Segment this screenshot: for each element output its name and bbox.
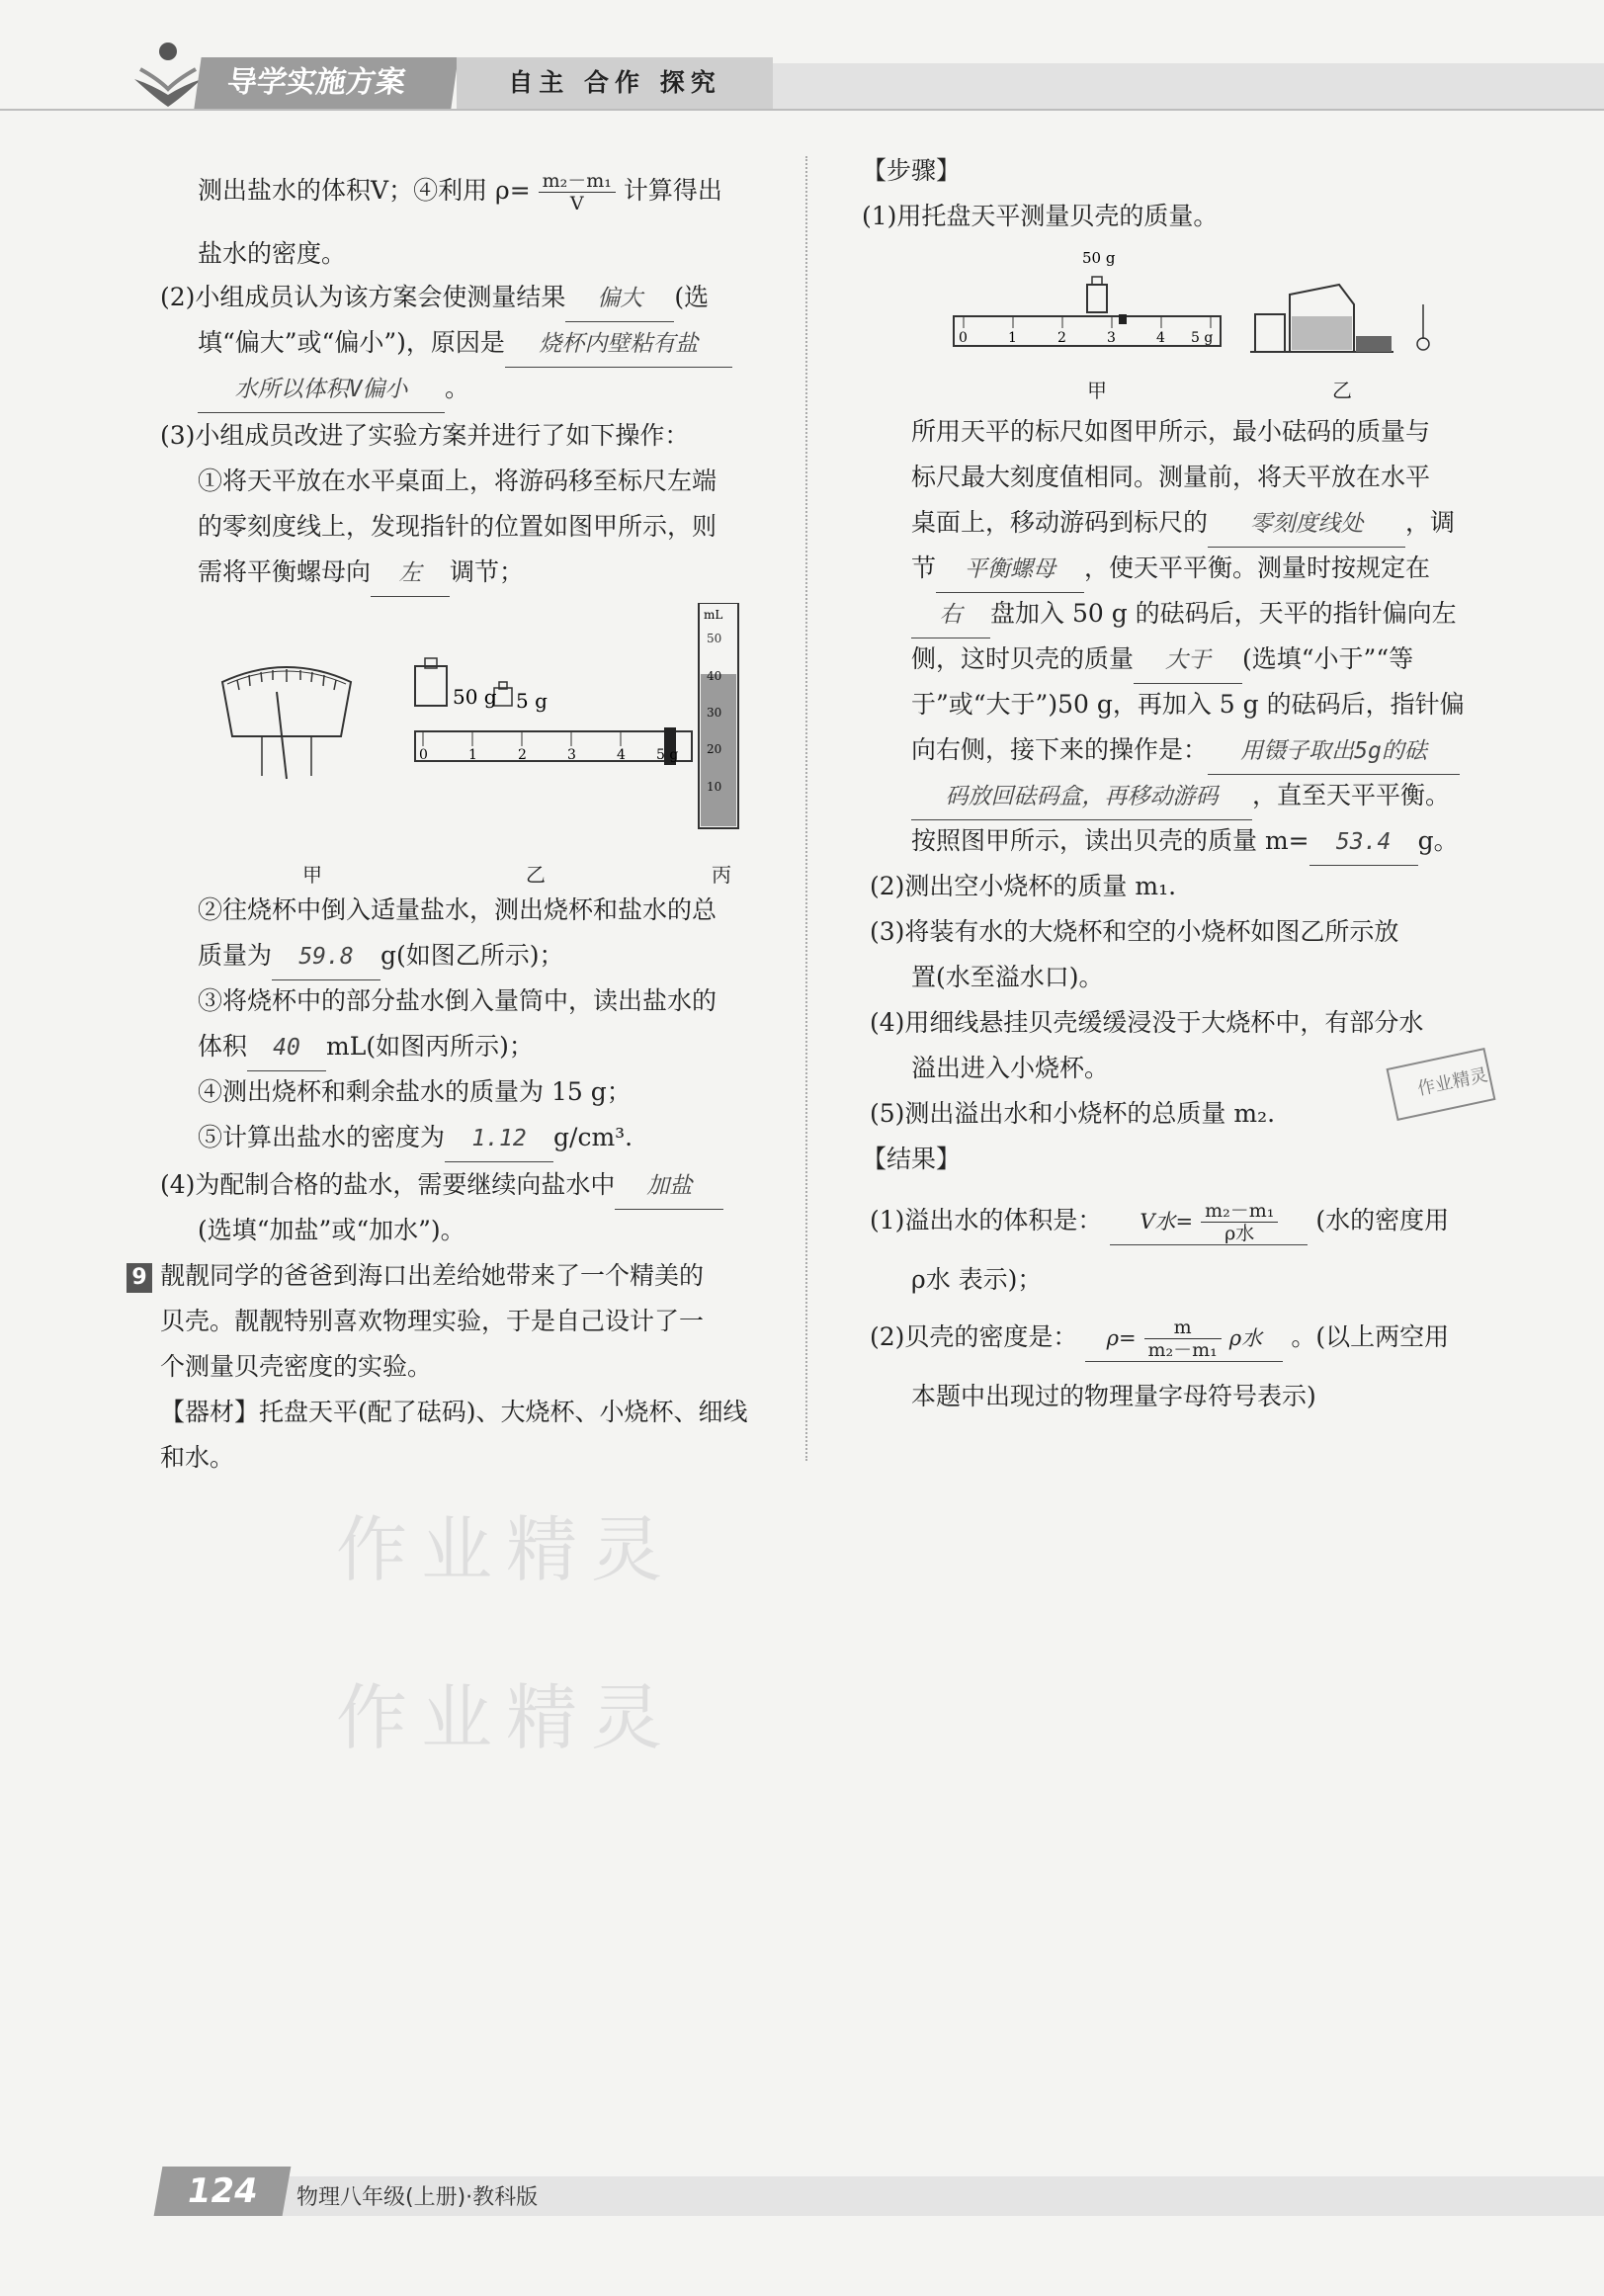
answer-blank: 平衡螺母 [936, 547, 1084, 593]
result-2: (2)贝壳的密度是： ρ= $\frac{m}{\text{m₂－m₁}}$ ρ水 。(以上两空用 [870, 1317, 1450, 1361]
question-4: (4)为配制合格的盐水，需要继续向盐水中 加盐 [160, 1162, 723, 1210]
cylinder-unit: mL [704, 608, 723, 622]
figure-label: 乙 [526, 863, 546, 887]
paragraph-line: 桌面上，移动游码到标尺的 零刻度线处 ，调 [911, 500, 1455, 548]
paragraph-line: 向右侧，接下来的操作是： 用镊子取出5g的砝 [911, 727, 1460, 775]
answer-blank: 大于 [1134, 638, 1242, 684]
question-9: 9 靓靓同学的爸爸到海口出差给她带来了一个精美的 [127, 1253, 704, 1299]
answer-blank: 用镊子取出5g的砝 [1208, 728, 1460, 775]
watermark: 作业精灵 [336, 1508, 677, 1591]
answer-blank: 水所以体积V偏小 [198, 367, 445, 413]
answer-blank: 码放回砝码盒，再移动游码 [911, 774, 1252, 820]
figure-right-group [949, 245, 1443, 364]
figure-label: 乙 [1332, 379, 1352, 402]
line: 质量为 59.8 g(如图乙所示)； [198, 933, 564, 980]
weight-label: 50 g [453, 685, 497, 709]
paragraph-line: 于”或“大于”)50 g，再加入 5 g 的砝码后，指针偏 [911, 690, 1465, 719]
step-r1: (1)用托盘天平测量贝壳的质量。 [862, 202, 1219, 230]
overflow-beaker-figure [1250, 285, 1429, 352]
line: 和水。 [160, 1443, 235, 1472]
scale-tick-label: 4 [1156, 330, 1165, 346]
figure-label: 甲 [1087, 379, 1107, 402]
answer-blank: 1.12 [445, 1116, 553, 1162]
answer-blank: 40 [247, 1025, 326, 1071]
scale-tick-label: 1 [468, 747, 477, 763]
figure-label: 甲 [302, 863, 322, 887]
footer-book-title: 物理八年级(上册)·教科版 [296, 2185, 539, 2210]
header-banner: 导学实施方案 [194, 57, 458, 109]
column-divider [805, 156, 807, 1461]
scale-tick-label: 3 [1107, 330, 1116, 346]
line: (选填“加盐”或“加水”)。 [198, 1216, 465, 1244]
answer-blank: 53.4 [1309, 819, 1418, 866]
step-r4: (4)用细线悬挂贝壳缓缓浸没于大烧杯中，有部分水 [870, 1008, 1424, 1037]
line: 的零刻度线上，发现指针的位置如图甲所示，则 [198, 512, 718, 541]
cylinder-figure [699, 603, 738, 828]
step-r2: (2)测出空小烧杯的质量 m₁. [870, 872, 1177, 900]
scale-tick-label: 5 g [656, 747, 679, 763]
stamp-logo-icon [1382, 1045, 1500, 1124]
result-1: (1)溢出水的体积是： V水= $\frac{\text{m₂－m₁}}{\text{ρ水}}$ (水的密度用 [870, 1200, 1450, 1244]
paragraph-line: ρ水 表示)； [911, 1265, 1043, 1294]
scale-tick-label: 2 [1057, 330, 1066, 346]
step-4: ④测出烧杯和剩余盐水的质量为 15 g； [198, 1077, 632, 1106]
paragraph-line: 所用天平的标尺如图甲所示，最小砝码的质量与 [911, 417, 1431, 446]
scale-figure [415, 658, 692, 765]
line: 测出盐水的体积V；④利用 ρ= $\frac{\text{m₂－m₁}}{V}$ 计算得出 [198, 170, 722, 214]
book-person-logo-icon [127, 30, 206, 109]
question-3: (3)小组成员改进了实验方案并进行了如下操作： [160, 421, 690, 450]
figure-label: 丙 [712, 863, 731, 887]
answer-blank: 零刻度线处 [1208, 501, 1405, 548]
answer-blank: 烧杯内壁粘有盐 [505, 321, 732, 368]
header-tags: 自主 合作 探究 [457, 57, 773, 109]
line: 个测量贝壳密度的实验。 [160, 1352, 433, 1381]
result-heading: 【结果】 [862, 1145, 962, 1173]
step-5: ⑤计算出盐水的密度为 1.12 g/cm³. [198, 1115, 633, 1162]
paragraph-line: 右 盘加入 50 g 的砝码后，天平的指针偏向左 [911, 591, 1457, 638]
weight-label: 5 g [516, 689, 548, 713]
density-formula: $\frac{\text{m₂－m₁}}{V}$ [539, 170, 616, 214]
watermark: 作业精灵 [336, 1676, 677, 1759]
question-2: (2)小组成员认为该方案会使测量结果 偏大 (选 [160, 275, 709, 322]
line: 贝壳。靓靓特别喜欢物理实验，于是自己设计了一 [160, 1307, 705, 1335]
steps-heading: 【步骤】 [862, 156, 962, 185]
cylinder-tick: 40 [707, 669, 722, 683]
scale-tick-label: 2 [518, 747, 527, 763]
cylinder-tick: 20 [707, 742, 722, 756]
paragraph-line: 节 平衡螺母 ，使天平平衡。测量时按规定在 [911, 546, 1430, 593]
line: 盐水的密度。 [198, 239, 347, 268]
answer-blank: 加盐 [615, 1163, 723, 1210]
answer-blank: 右 [911, 592, 990, 638]
paragraph-line: 本题中出现过的物理量字母符号表示) [911, 1382, 1316, 1410]
scale-tick-label: 4 [617, 747, 626, 763]
scale-tick-label: 3 [567, 747, 576, 763]
step-1: ①将天平放在水平桌面上，将游码移至标尺左端 [198, 467, 718, 495]
paragraph-line: 按照图甲所示，读出贝壳的质量 m= 53.4 g。 [911, 818, 1459, 866]
paragraph-line: 码放回砝码盒，再移动游码 ，直至天平平衡。 [911, 773, 1450, 820]
step-r5: (5)测出溢出水和小烧杯的总质量 m₂. [870, 1099, 1276, 1128]
step-3: ③将烧杯中的部分盐水倒入量筒中，读出盐水的 [198, 986, 718, 1015]
scale-tick-label: 5 g [1191, 330, 1214, 346]
answer-blank: 59.8 [272, 934, 380, 980]
answer-blank: 左 [371, 551, 450, 597]
cylinder-tick: 30 [707, 706, 722, 720]
step-2: ②往烧杯中倒入适量盐水，测出烧杯和盐水的总 [198, 895, 718, 924]
dial-figure [222, 667, 351, 779]
scale-tick-label: 0 [419, 747, 428, 763]
weight-label: 50 g [1082, 249, 1116, 267]
question-number: 9 [127, 1263, 152, 1293]
paragraph-line: 标尺最大刻度值相同。测量前，将天平放在水平 [911, 463, 1431, 491]
page-number: 124 [154, 2167, 292, 2216]
paragraph-line: 侧，这时贝壳的质量 大于 (选填“小于”“等 [911, 637, 1413, 684]
line: 水所以体积V偏小 。 [198, 366, 469, 413]
paragraph-line: 置(水至溢水口)。 [911, 963, 1104, 991]
scale-figure [954, 249, 1221, 346]
cylinder-tick: 10 [707, 780, 722, 794]
line: 体积 40 mL(如图丙所示)； [198, 1024, 534, 1071]
equipment: 【器材】托盘天平(配了砝码)、大烧杯、小烧杯、细线 [160, 1398, 748, 1426]
step-r3: (3)将装有水的大烧杯和空的小烧杯如图乙所示放 [870, 917, 1399, 946]
figure-left-group [217, 603, 761, 860]
line: 填“偏大”或“偏小”)，原因是 烧杯内壁粘有盐 [198, 320, 732, 368]
cylinder-tick: 50 [707, 632, 722, 645]
scale-tick-label: 0 [959, 330, 968, 346]
line: 需将平衡螺母向 左 调节； [198, 550, 524, 597]
header-strip [773, 63, 1604, 109]
answer-blank: V水= $\frac{\text{m₂－m₁}}{\text{ρ水}}$ [1110, 1198, 1308, 1245]
paragraph-line: 溢出进入小烧杯。 [911, 1054, 1110, 1082]
answer-blank: 偏大 [565, 276, 674, 322]
scale-tick-label: 1 [1008, 330, 1017, 346]
stamp-text: 作业精灵 [1415, 1064, 1490, 1100]
answer-blank: ρ= $\frac{m}{\text{m₂－m₁}}$ ρ水 [1085, 1315, 1283, 1362]
